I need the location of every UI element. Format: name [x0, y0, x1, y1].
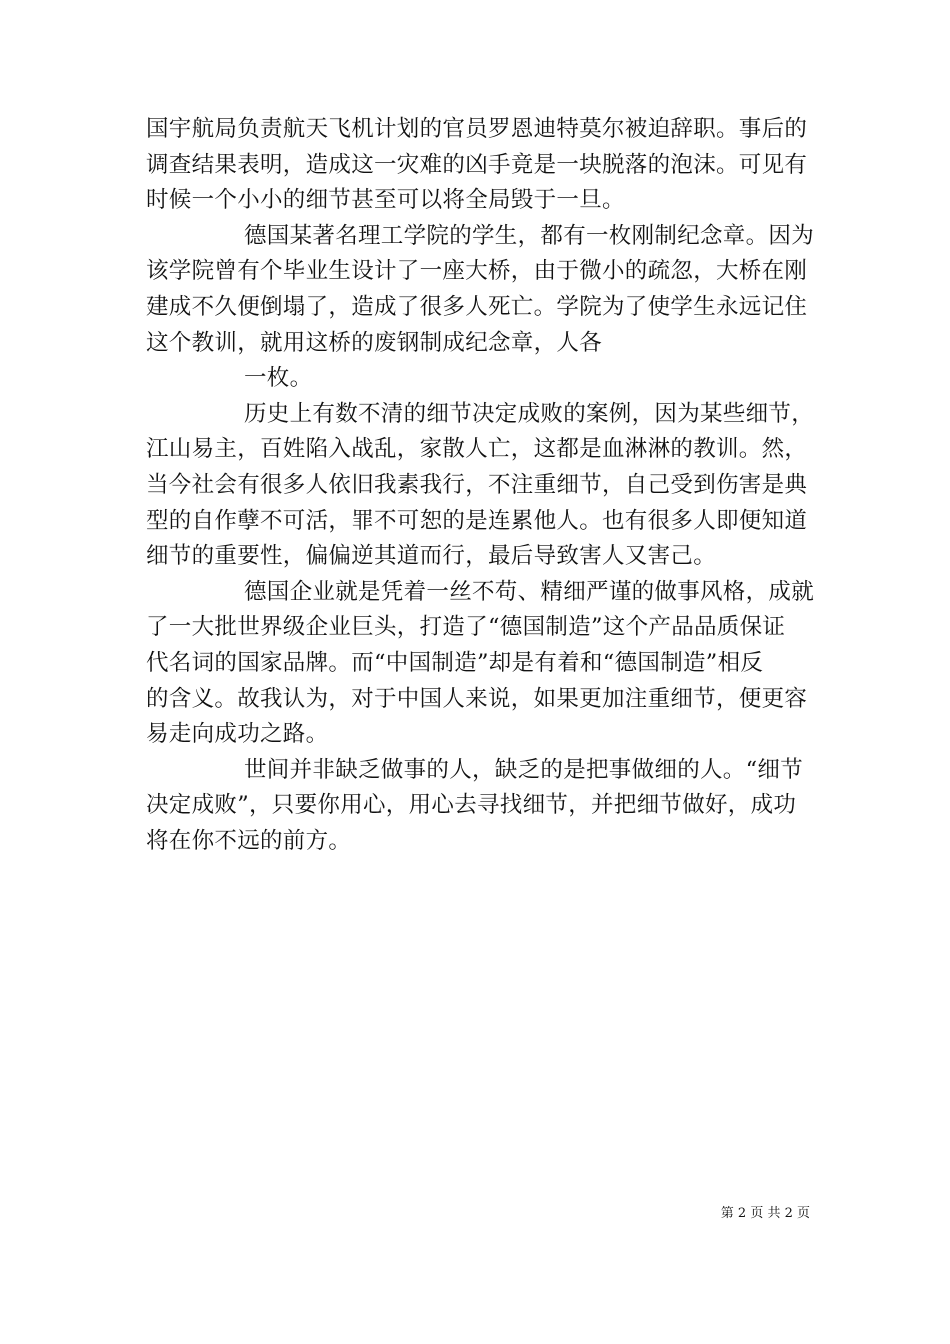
text-line: 当今社会有很多人依旧我素我行，不注重细节，自己受到伤害是典 [146, 471, 808, 498]
paragraph-first-line: 德国企业就是凭着一丝不苟、精细严谨的做事风格，成就 [244, 578, 815, 605]
body-text [146, 112, 815, 859]
text-line: 将在你不远的前方。 [146, 827, 352, 854]
text-line: 这个教训，就用这桥的废钢制成纪念章，人各 [146, 329, 603, 356]
text-line: 细节的重要性，偏偏逆其道而行，最后导致害人又害己。 [146, 543, 717, 570]
text-line: 了一大批世界级企业巨头，打造了“德国制造”这个产品品质保证 [146, 614, 786, 641]
text-line: 一枚。 [244, 365, 313, 392]
text-line: 决定成败”，只要你用心，用心去寻找细节，并把细节做好，成功 [146, 792, 797, 819]
text-line: 该学院曾有个毕业生设计了一座大桥，由于微小的疏忽，大桥在刚 [146, 258, 808, 285]
text-line: 易走向成功之路。 [146, 721, 329, 748]
page-number-footer: 第 2 页 共 2 页 [720, 1206, 810, 1221]
paragraph-first-line: 世间并非缺乏做事的人，缺乏的是把事做细的人。“细节 [244, 756, 804, 783]
text-line: 江山易主，百姓陷入战乱，家散人亡，这都是血淋淋的教训。然， [146, 436, 808, 463]
paragraph-first-line: 德国某著名理工学院的学生，都有一枚刚制纪念章。因为 [244, 222, 815, 249]
paragraph-first-line: 历史上有数不清的细节决定成败的案例，因为某些细节， [244, 400, 815, 427]
text-line: 调查结果表明，造成这一灾难的凶手竟是一块脱落的泡沫。可见有 [146, 151, 808, 178]
text-line: 代名词的国家品牌。而“中国制造”却是有着和“德国制造”相反 [146, 649, 764, 676]
text-line: 的含义。故我认为，对于中国人来说，如果更加注重细节，便更容 [146, 685, 808, 712]
text-line: 时候一个小小的细节甚至可以将全局毁于一旦。 [146, 187, 625, 214]
text-line: 建成不久便倒塌了，造成了很多人死亡。学院为了使学生永远记住 [146, 293, 808, 320]
text-line: 国宇航局负责航天飞机计划的官员罗恩迪特莫尔被迫辞职。事后的 [146, 116, 808, 142]
text-line: 型的自作孽不可活，罪不可恕的是连累他人。也有很多人即便知道 [146, 507, 808, 534]
